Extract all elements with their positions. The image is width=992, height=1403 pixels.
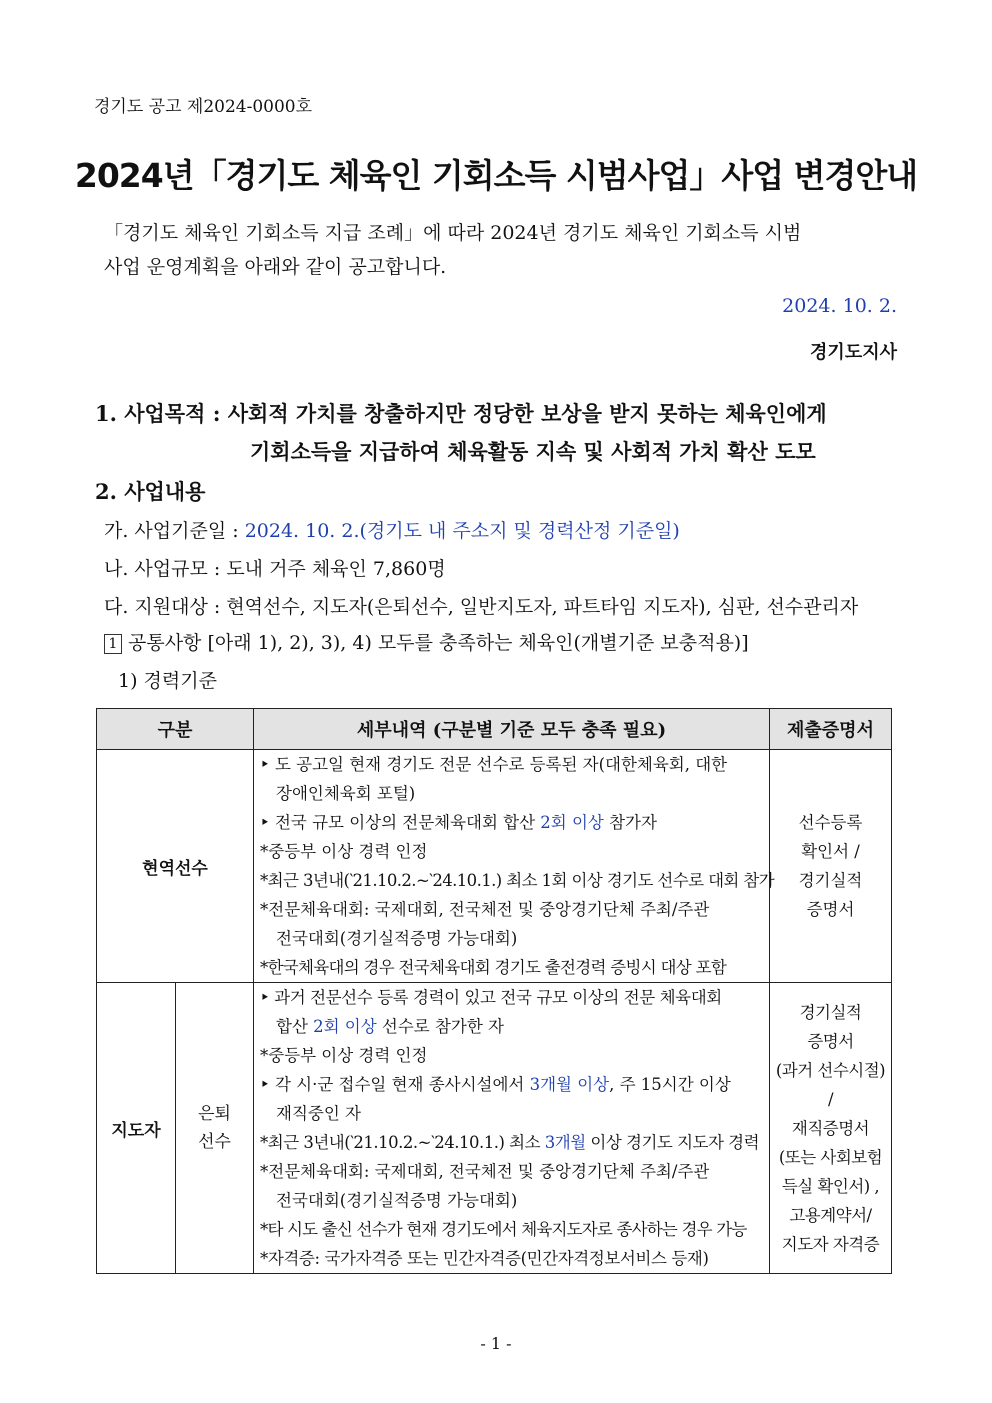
detail-line — [260, 1012, 763, 1041]
item-na: 나. 사업규모 : 도내 거주 체육인 7,860명 — [104, 558, 446, 580]
section-1-label: 1. 사업목적 : — [95, 401, 228, 426]
detail-line: *최근 3년내(‵21.10.2.~‵24.10.1.) 최소 1회 이상 경기도 선수로 대회 참가 — [260, 871, 775, 890]
detail-line: 전국대회(경기실적증명 가능대회) — [276, 1191, 518, 1210]
item-ga-value: 2024. 10. 2.(경기도 내 주소지 및 경력산정 기준일) — [244, 520, 680, 542]
section-1-line-1: 사회적 가치를 창출하지만 정당한 보상을 받지 못하는 체육인에게 — [227, 401, 827, 426]
detail-text: 이상 경기도 지도자 경력 — [585, 1133, 760, 1152]
detail-highlight: 2회 이상 — [313, 1017, 377, 1036]
section-1-purpose — [95, 398, 827, 428]
detail-line: *중등부 이상 경력 인정 — [260, 842, 428, 861]
subcategory-line: 은퇴 — [198, 1104, 231, 1124]
document-line: 득실 확인서) , — [781, 1176, 880, 1196]
detail-line: *전문체육대회: 국제대회, 전국체전 및 중앙경기단체 주최/주관 — [260, 1162, 710, 1181]
detail-text: ‣ 각 시·군 접수일 현재 종사시설에서 — [260, 1075, 530, 1094]
announcement-date: 2024. 10. 2. — [782, 295, 897, 317]
detail-text: 선수로 참가한 자 — [376, 1017, 504, 1036]
career-criteria-heading: 1) 경력기준 — [118, 670, 217, 692]
table-row — [97, 983, 892, 1274]
category-active-athlete: 현역선수 — [97, 750, 254, 983]
detail-line: *중등부 이상 경력 인정 — [260, 1046, 428, 1065]
detail-highlight: 3개월 이상 — [529, 1075, 610, 1094]
common-criteria — [104, 628, 749, 655]
notice-number: 경기도 공고 제2024-0000호 — [94, 97, 313, 117]
common-criteria-text: 공통사항 [아래 1), 2), 3), 4) 모두를 충족하는 체육인(개별기준 보충적용)] — [128, 632, 749, 654]
intro-line-2: 사업 운영계획을 아래와 같이 공고합니다. — [104, 256, 447, 278]
document-line: / — [827, 1089, 834, 1109]
item-ga-label: 가. 사업기준일 : — [104, 520, 245, 542]
detail-line: 전국대회(경기실적증명 가능대회) — [276, 929, 518, 948]
document-line: 지도자 자격증 — [781, 1234, 880, 1254]
detail-text: 합산 — [276, 1017, 314, 1036]
detail-line: 재직중인 자 — [276, 1104, 361, 1123]
table-row — [97, 750, 892, 983]
category-coach: 지도자 — [97, 983, 176, 1274]
document-line: (또는 사회보험 — [778, 1147, 883, 1167]
detail-highlight: 3개월 — [544, 1133, 586, 1152]
detail-line: ‣ 도 공고일 현재 경기도 전문 선수로 등록된 자(대한체육회, 대한 — [260, 755, 728, 774]
document-line: 고용계약서/ — [789, 1205, 872, 1225]
detail-highlight: 2회 이상 — [540, 813, 604, 832]
detail-text: *최근 3년내(‵21.10.2.~‵24.10.1.) 최소 — [260, 1133, 545, 1152]
detail-line: *타 시도 출신 선수가 현재 경기도에서 체육지도자로 종사하는 경우 가능 — [260, 1220, 747, 1239]
detail-text: ‣ 전국 규모 이상의 전문체육대회 합산 — [260, 813, 541, 832]
detail-text: 참가자 — [603, 813, 657, 832]
page-title: 2024년「경기도 체육인 기회소득 시범사업」사업 변경안내 — [74, 156, 918, 195]
subcategory-retired-athlete — [176, 983, 254, 1274]
section-2-heading: 2. 사업내용 — [95, 479, 206, 504]
header-category: 구분 — [97, 709, 254, 750]
item-da: 다. 지원대상 : 현역선수, 지도자(은퇴선수, 일반지도자, 파트타임 지도자), 심판, 선수관리자 — [104, 596, 859, 618]
document-line: (과거 선수시절) — [775, 1060, 886, 1080]
criteria-table — [96, 708, 892, 1274]
detail-line: ‣ 과거 전문선수 등록 경력이 있고 전국 규모 이상의 전문 체육대회 — [260, 988, 722, 1007]
coach-details — [254, 983, 770, 1274]
document-line: 경기실적 — [798, 871, 863, 890]
header-documents: 제출증명서 — [770, 709, 892, 750]
page-number: - 1 - — [480, 1334, 512, 1353]
active-details — [254, 750, 775, 983]
detail-line — [260, 808, 763, 837]
detail-line: 장애인체육회 포털) — [276, 784, 416, 803]
detail-line: *전문체육대회: 국제대회, 전국체전 및 중앙경기단체 주최/주관 — [260, 900, 710, 919]
subcategory-line: 선수 — [198, 1132, 231, 1152]
detail-line — [260, 1128, 763, 1157]
document-line: 경기실적 — [799, 1002, 862, 1022]
document-line: 확인서 / — [801, 842, 860, 861]
detail-text: , 주 15시간 이상 — [609, 1075, 731, 1094]
section-1-line-2: 기회소득을 지급하여 체육활동 지속 및 사회적 가치 확산 도모 — [250, 439, 816, 464]
header-details: 세부내역 (구분별 기준 모두 충족 필요) — [254, 709, 770, 750]
document-line: 선수등록 — [798, 813, 863, 832]
active-documents — [770, 750, 892, 983]
intro-line-1: 「경기도 체육인 기회소득 지급 조례」에 따라 2024년 경기도 체육인 기회소득 시범 — [104, 222, 802, 244]
document-line: 증명서 — [806, 900, 855, 919]
issuer: 경기도지사 — [810, 342, 897, 363]
detail-line — [260, 1070, 763, 1099]
document-line: 재직증명서 — [791, 1118, 870, 1138]
document-line: 증명서 — [807, 1031, 854, 1051]
detail-line: *자격증: 국가자격증 또는 민간자격증(민간자격정보서비스 등재) — [260, 1249, 709, 1268]
item-ga — [104, 516, 680, 543]
numbered-box: 1 — [104, 634, 122, 654]
detail-line: *한국체육대의 경우 전국체육대회 경기도 출전경력 증빙시 대상 포함 — [260, 958, 727, 977]
coach-documents — [770, 983, 892, 1274]
table-header-row — [97, 709, 892, 750]
